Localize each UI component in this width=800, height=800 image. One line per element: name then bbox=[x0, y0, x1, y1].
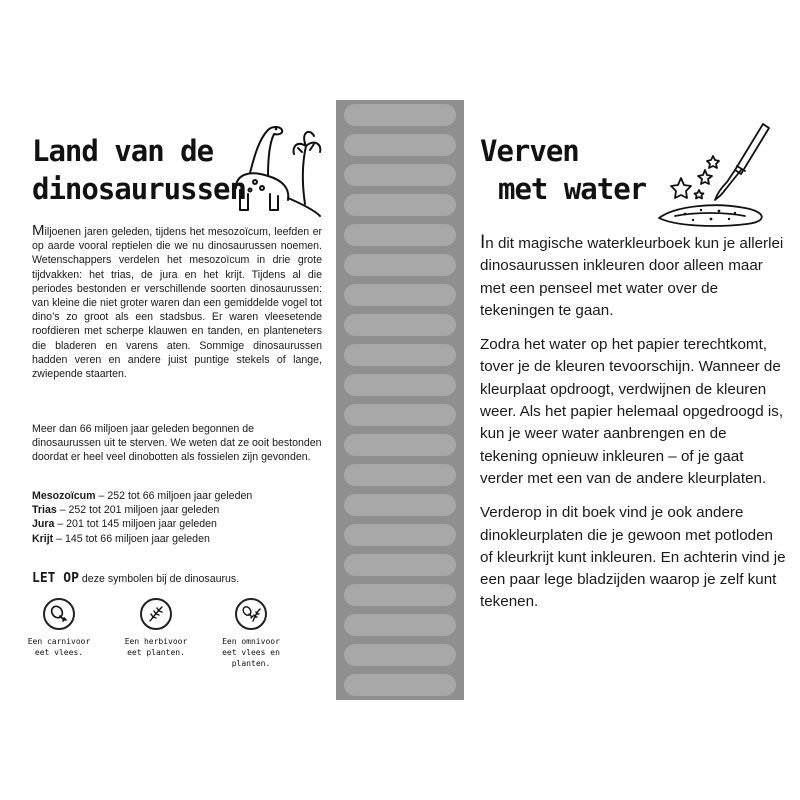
period-item bbox=[32, 532, 322, 546]
symbol-label-line2: eet vlees. bbox=[34, 648, 84, 657]
spine-stripe bbox=[344, 434, 456, 456]
period-name: Krijt bbox=[32, 532, 54, 545]
period-range: – 145 tot 66 miljoen jaar geleden bbox=[53, 532, 210, 545]
spine-stripe bbox=[344, 284, 456, 306]
brachiosaurus-illustration-icon bbox=[210, 118, 330, 218]
spine-stripe bbox=[344, 614, 456, 636]
intro-paragraph bbox=[32, 224, 322, 381]
omnivore-symbol bbox=[206, 598, 296, 669]
period-name: Trias bbox=[32, 504, 57, 517]
drumstick-and-leaf-icon bbox=[235, 598, 267, 630]
spine-stripe bbox=[344, 164, 456, 186]
spine-stripe bbox=[344, 224, 456, 246]
symbol-label-line2: eet planten. bbox=[127, 648, 185, 657]
left-title-line2: dinosaurussen bbox=[32, 172, 246, 206]
right-paragraph-2: Zodra het water op het papier terechtkomt, tover je de kleuren tevoorschijn. Wanneer de kleurplaat opdroogt, verdwijnen de kleuren weer. Als het papier helemaal opgedroogd is, kun je weer water aanbrengen en de tekening opnieuw inkleuren – of je gaat verder met een van de andere kleurplaten. bbox=[480, 336, 784, 487]
symbol-label-line1: Een carnivoor bbox=[27, 637, 91, 646]
spine-stripe bbox=[344, 134, 456, 156]
symbol-label-line1: Een herbivoor bbox=[124, 637, 188, 646]
spine-stripe bbox=[344, 464, 456, 486]
right-paragraph-3: Verderop in dit boek vind je ook andere dinokleurplaten die je gewoon met potloden of kleurkrijt kunt inkleuren. En achterin vind je een paar lege bladzijden waarop je zelf kunt tekenen. bbox=[480, 504, 786, 611]
spine-stripe bbox=[344, 584, 456, 606]
period-range: – 201 tot 145 miljoen jaar geleden bbox=[54, 518, 217, 531]
intro-dropcap: M bbox=[32, 222, 45, 239]
period-range: – 252 tot 201 miljoen jaar geleden bbox=[56, 504, 220, 517]
spine-stripe bbox=[344, 104, 456, 126]
symbol-label-line2: eet vlees en planten. bbox=[222, 648, 280, 668]
spine-stripe bbox=[344, 554, 456, 576]
period-item bbox=[32, 489, 322, 503]
spine-stripe bbox=[344, 674, 456, 696]
period-item bbox=[32, 517, 322, 531]
right-paragraph-1 bbox=[480, 232, 786, 322]
spine-stripe bbox=[344, 194, 456, 216]
right-paragraph-1-text: n dit magische waterkleurboek kun je allerlei dinosaurussen inkleuren door alleen maar met een penseel met water over de tekeningen te gaan. bbox=[480, 235, 784, 319]
symbol-label bbox=[206, 636, 296, 669]
period-list bbox=[32, 489, 322, 546]
spine-stripe bbox=[344, 314, 456, 336]
spine-stripe bbox=[344, 494, 456, 516]
right-title-line1: Verven bbox=[480, 134, 579, 168]
right-page-title bbox=[480, 132, 646, 208]
paintbrush-illustration-icon bbox=[655, 118, 775, 228]
symbol-label-line1: Een omnivoor bbox=[222, 637, 280, 646]
period-name: Mesozoïcum bbox=[32, 490, 96, 502]
symbols-note bbox=[32, 571, 239, 586]
spine-stripe bbox=[344, 404, 456, 426]
note-heading: LET OP bbox=[32, 571, 79, 586]
drumstick-icon bbox=[43, 598, 75, 630]
left-page bbox=[0, 0, 336, 800]
herbivore-symbol bbox=[111, 598, 201, 658]
book-spine bbox=[336, 100, 464, 700]
right-title-line2: met water bbox=[498, 172, 647, 206]
spine-stripe bbox=[344, 344, 456, 366]
intro-text: iljoenen jaren geleden, tijdens het mesozoïcum, leefden er op aarde vooral reptielen die we nu dinosaurussen noemen. Wetenschappers verdelen het mesozoïcum in drie grote tijdvakken: het trias, de jura en het krijt. Tijdens al die periodes bestonden er verschillende soorten dinosaurussen: van kleine die niet groter waren dan een gemiddelde vogel tot dino’s zo groot als een stadsbus. Er waren vleesetende roofdieren met scherpe klauwen en tanden, en planteneters die bladeren en varens aten. Sommige dinosaurussen hadden veren en andere juist puntige stekels of lange, zwiepende staarten. bbox=[32, 226, 322, 381]
period-item bbox=[32, 503, 322, 517]
carnivore-symbol bbox=[14, 598, 104, 658]
spine-stripe bbox=[344, 254, 456, 276]
spine-stripe bbox=[344, 644, 456, 666]
spine-stripes bbox=[344, 100, 456, 700]
note-text: deze symbolen bij de dinosaurus. bbox=[78, 573, 240, 585]
right-page-body bbox=[480, 232, 786, 626]
symbol-label bbox=[14, 636, 104, 658]
fern-leaf-icon bbox=[140, 598, 172, 630]
left-title-line1: Land van de bbox=[32, 134, 214, 168]
right-dropcap: I bbox=[480, 232, 486, 253]
spine-stripe bbox=[344, 524, 456, 546]
spine-stripe bbox=[344, 374, 456, 396]
period-name: Jura bbox=[32, 518, 55, 531]
symbol-label bbox=[111, 636, 201, 658]
period-range: – 252 tot 66 miljoen jaar geleden bbox=[95, 490, 253, 502]
extinction-paragraph: Meer dan 66 miljoen jaar geleden begonnen de dinosaurussen uit te sterven. We weten dat ze ooit bestonden doordat er heel veel dinobotten als fossielen zijn gevonden. bbox=[32, 423, 322, 464]
